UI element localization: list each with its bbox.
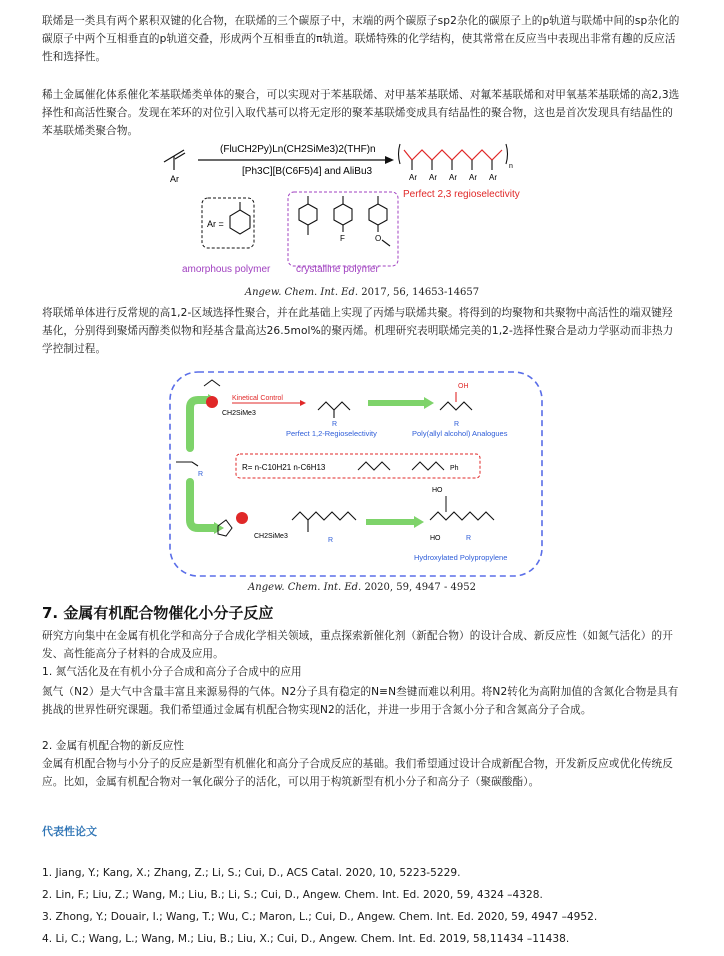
bottom-r-label: R xyxy=(328,537,334,544)
methoxy-label: O xyxy=(375,234,382,243)
ar-label-4: Ar xyxy=(469,173,477,182)
poly-12-backbone xyxy=(318,402,350,410)
poly-allyl-label: Poly(allyl alcohol) Analogues xyxy=(412,429,508,438)
ar-label-5: Ar xyxy=(489,173,497,182)
paragraph-nitrogen: 氮气（N2）是大气中含量丰富且来源易得的气体。N2分子具有稳定的N≡N叁键而难以利用。将N2转化为高附加值的含氮化合物是具有挑战的世界性研究课题。我们希望通过金属有机配合物实现N2的活化，并进一步用于含氮小分子和含氮高分子合成。 xyxy=(42,686,679,716)
ho-label-bottom: HO xyxy=(430,535,441,542)
reference-item: 1. Jiang, Y.; Kang, X.; Zhang, Z.; Li, S.; Cui, D., ACS Catal. 2020, 10, 5223-5229. xyxy=(42,867,461,879)
monomer-r-label: R xyxy=(198,471,204,478)
copolymer-backbone xyxy=(292,512,356,520)
scheme-allene-12-polymerization xyxy=(168,370,544,580)
ar-label-1: Ar xyxy=(409,173,417,182)
outer-dashed-frame xyxy=(170,372,542,576)
citation-2-journal: Angew. Chem. Int. Ed. xyxy=(248,582,362,593)
allene-monomer-2 xyxy=(176,462,198,466)
ar-label-3: Ar xyxy=(449,173,457,182)
paragraph-12-selectivity: 将联烯单体进行反常规的高1,2-区域选择性聚合，并在此基础上实现了丙烯与联烯共聚。将得到的均聚物和共聚物中高活性的端双键羟基化，分别得到聚烯丙醇类似物和羟基含量高达26.5mol%的聚丙烯。机理研究表明联烯完美的1,2-选择性聚合是动力学驱动而非热力学控制过程。 xyxy=(42,307,674,355)
phenyl-ring xyxy=(230,210,250,234)
repeat-n: n xyxy=(509,163,513,170)
reference-list xyxy=(42,862,702,950)
kinetic-control-label: Kinetical Control xyxy=(232,395,283,402)
top-r-label: R xyxy=(332,421,338,428)
svg-text:[Ph3C][B(C6F5)4] and AliBu3: [Ph3C][B(C6F5)4] and AliBu3 xyxy=(242,166,373,177)
fluoro-label: F xyxy=(340,234,345,243)
representative-papers-heading: 代表性论文 xyxy=(42,825,97,838)
scheme-phenylallene-polymerization xyxy=(160,140,560,280)
reference-item: 2. Lin, F.; Liu, Z.; Wang, M.; Liu, B.; Li, S.; Cui, D., Angew. Chem. Int. Ed. 2020, 59, 4324 –4328. xyxy=(42,889,543,901)
paragraph-phenylallene-polymerization: 稀土金属催化体系催化苯基联烯类单体的聚合，可以实现对于苯基联烯、对甲基苯基联烯、对氟苯基联烯和对甲氧基苯基联烯的高2,3选择性和高活性聚合。发现在苯环的对位引入取代基可以将无定形的聚苯基联烯变成具有结晶性的聚合物，这也是首次发现具有结晶性的苯基联烯类聚合物。 xyxy=(42,89,680,137)
hydroxylated-backbone xyxy=(430,512,494,520)
bottom-r2-label: R xyxy=(466,535,472,542)
citation-1-details: 2017, 56, 14653-14657 xyxy=(361,287,480,298)
r-definitions: R= n-C10H21 n-C6H13 xyxy=(242,463,326,472)
ph-label: Ph xyxy=(450,465,459,472)
paragraph-allene-intro: 联烯是一类具有两个累积双键的化合物，在联烯的三个碳原子中，末端的两个碳原子sp2杂化的碳原子上的p轨道与联烯中间的sp杂化的碳原子中两个互相垂直的p轨道交叠，形成两个互相垂直的π轨道。联烯特殊的化学结构，使其常常在反应当中表现出非常有趣的反应活性和选择性。 xyxy=(42,15,680,63)
crystalline-label: crystalline polymer xyxy=(296,264,379,275)
citation-1 xyxy=(0,287,724,298)
bottom-ligand-label: CH2SiMe3 xyxy=(254,533,288,540)
reference-item: 3. Zhong, Y.; Douair, I.; Wang, T.; Wu, C.; Maron, L.; Cui, D., Angew. Chem. Int. Ed. 2020, 59, 4947 –4952. xyxy=(42,911,598,923)
paragraph-research-direction: 研究方向集中在金属有机化学和高分子合成化学相关领域，重点探索新催化剂（新配合物）的设计合成、新反应性（如氮气活化）的开发、高性能高分子材料的合成及应用。 xyxy=(42,630,673,660)
section-title: 7. 金属有机配合物催化小分子反应 xyxy=(42,604,274,622)
subheading-nitrogen-activation: 1. 氮气活化及在有机小分子合成和高分子合成中的应用 xyxy=(42,666,302,678)
reaction-arrowhead xyxy=(385,156,394,164)
citation-2 xyxy=(0,582,724,593)
catalyst-label: (FluCH2Py)Ln(CH2SiMe3)2(THF)n xyxy=(220,144,376,155)
top-ligand-label: CH2SiMe3 xyxy=(222,410,256,417)
allene-monomer xyxy=(164,150,185,170)
reaction-path xyxy=(190,400,216,528)
paragraph-new-reactivity: 金属有机配合物与小分子的反应是新型有机催化和高分子合成反应的基础。我们希望通过设计合成新配合物，开发新反应或优化传统反应。比如，金属有机配合物对一氧化碳分子的活化，可以用于构筑新型有机小分子和高分子（聚碳酸酯）。 xyxy=(42,758,673,788)
subheading-new-reactivity: 2. 金属有机配合物的新反应性 xyxy=(42,740,185,752)
catalyst-metal-center-top xyxy=(206,396,218,408)
citation-2-details: 2020, 59, 4947 - 4952 xyxy=(364,582,476,593)
polymer-backbone xyxy=(404,150,502,160)
citation-1-journal: Angew. Chem. Int. Ed. xyxy=(244,287,359,298)
amorphous-label: amorphous polymer xyxy=(182,264,271,275)
ar-equals-label: Ar = xyxy=(207,219,224,229)
reference-item: 4. Li, C.; Wang, L.; Wang, M.; Liu, B.; Liu, X.; Cui, D., Angew. Chem. Int. Ed. 2019, 58,11434 –11438. xyxy=(42,933,570,945)
perfect-12-label: Perfect 1,2-Regioselectivity xyxy=(286,429,377,438)
top-oh-label: OH xyxy=(458,383,469,390)
ho-label-top: HO xyxy=(432,487,443,494)
catalyst-metal-center-bottom xyxy=(236,512,248,524)
ar-label-2: Ar xyxy=(429,173,437,182)
poly-allyl-backbone xyxy=(440,402,472,410)
monomer-ar-label: Ar xyxy=(170,174,179,184)
hydroxylated-label: Hydroxylated Polypropylene xyxy=(414,553,508,562)
top-r2-label: R xyxy=(454,421,460,428)
regioselectivity-label: Perfect 2,3 regioselectivity xyxy=(403,189,520,200)
